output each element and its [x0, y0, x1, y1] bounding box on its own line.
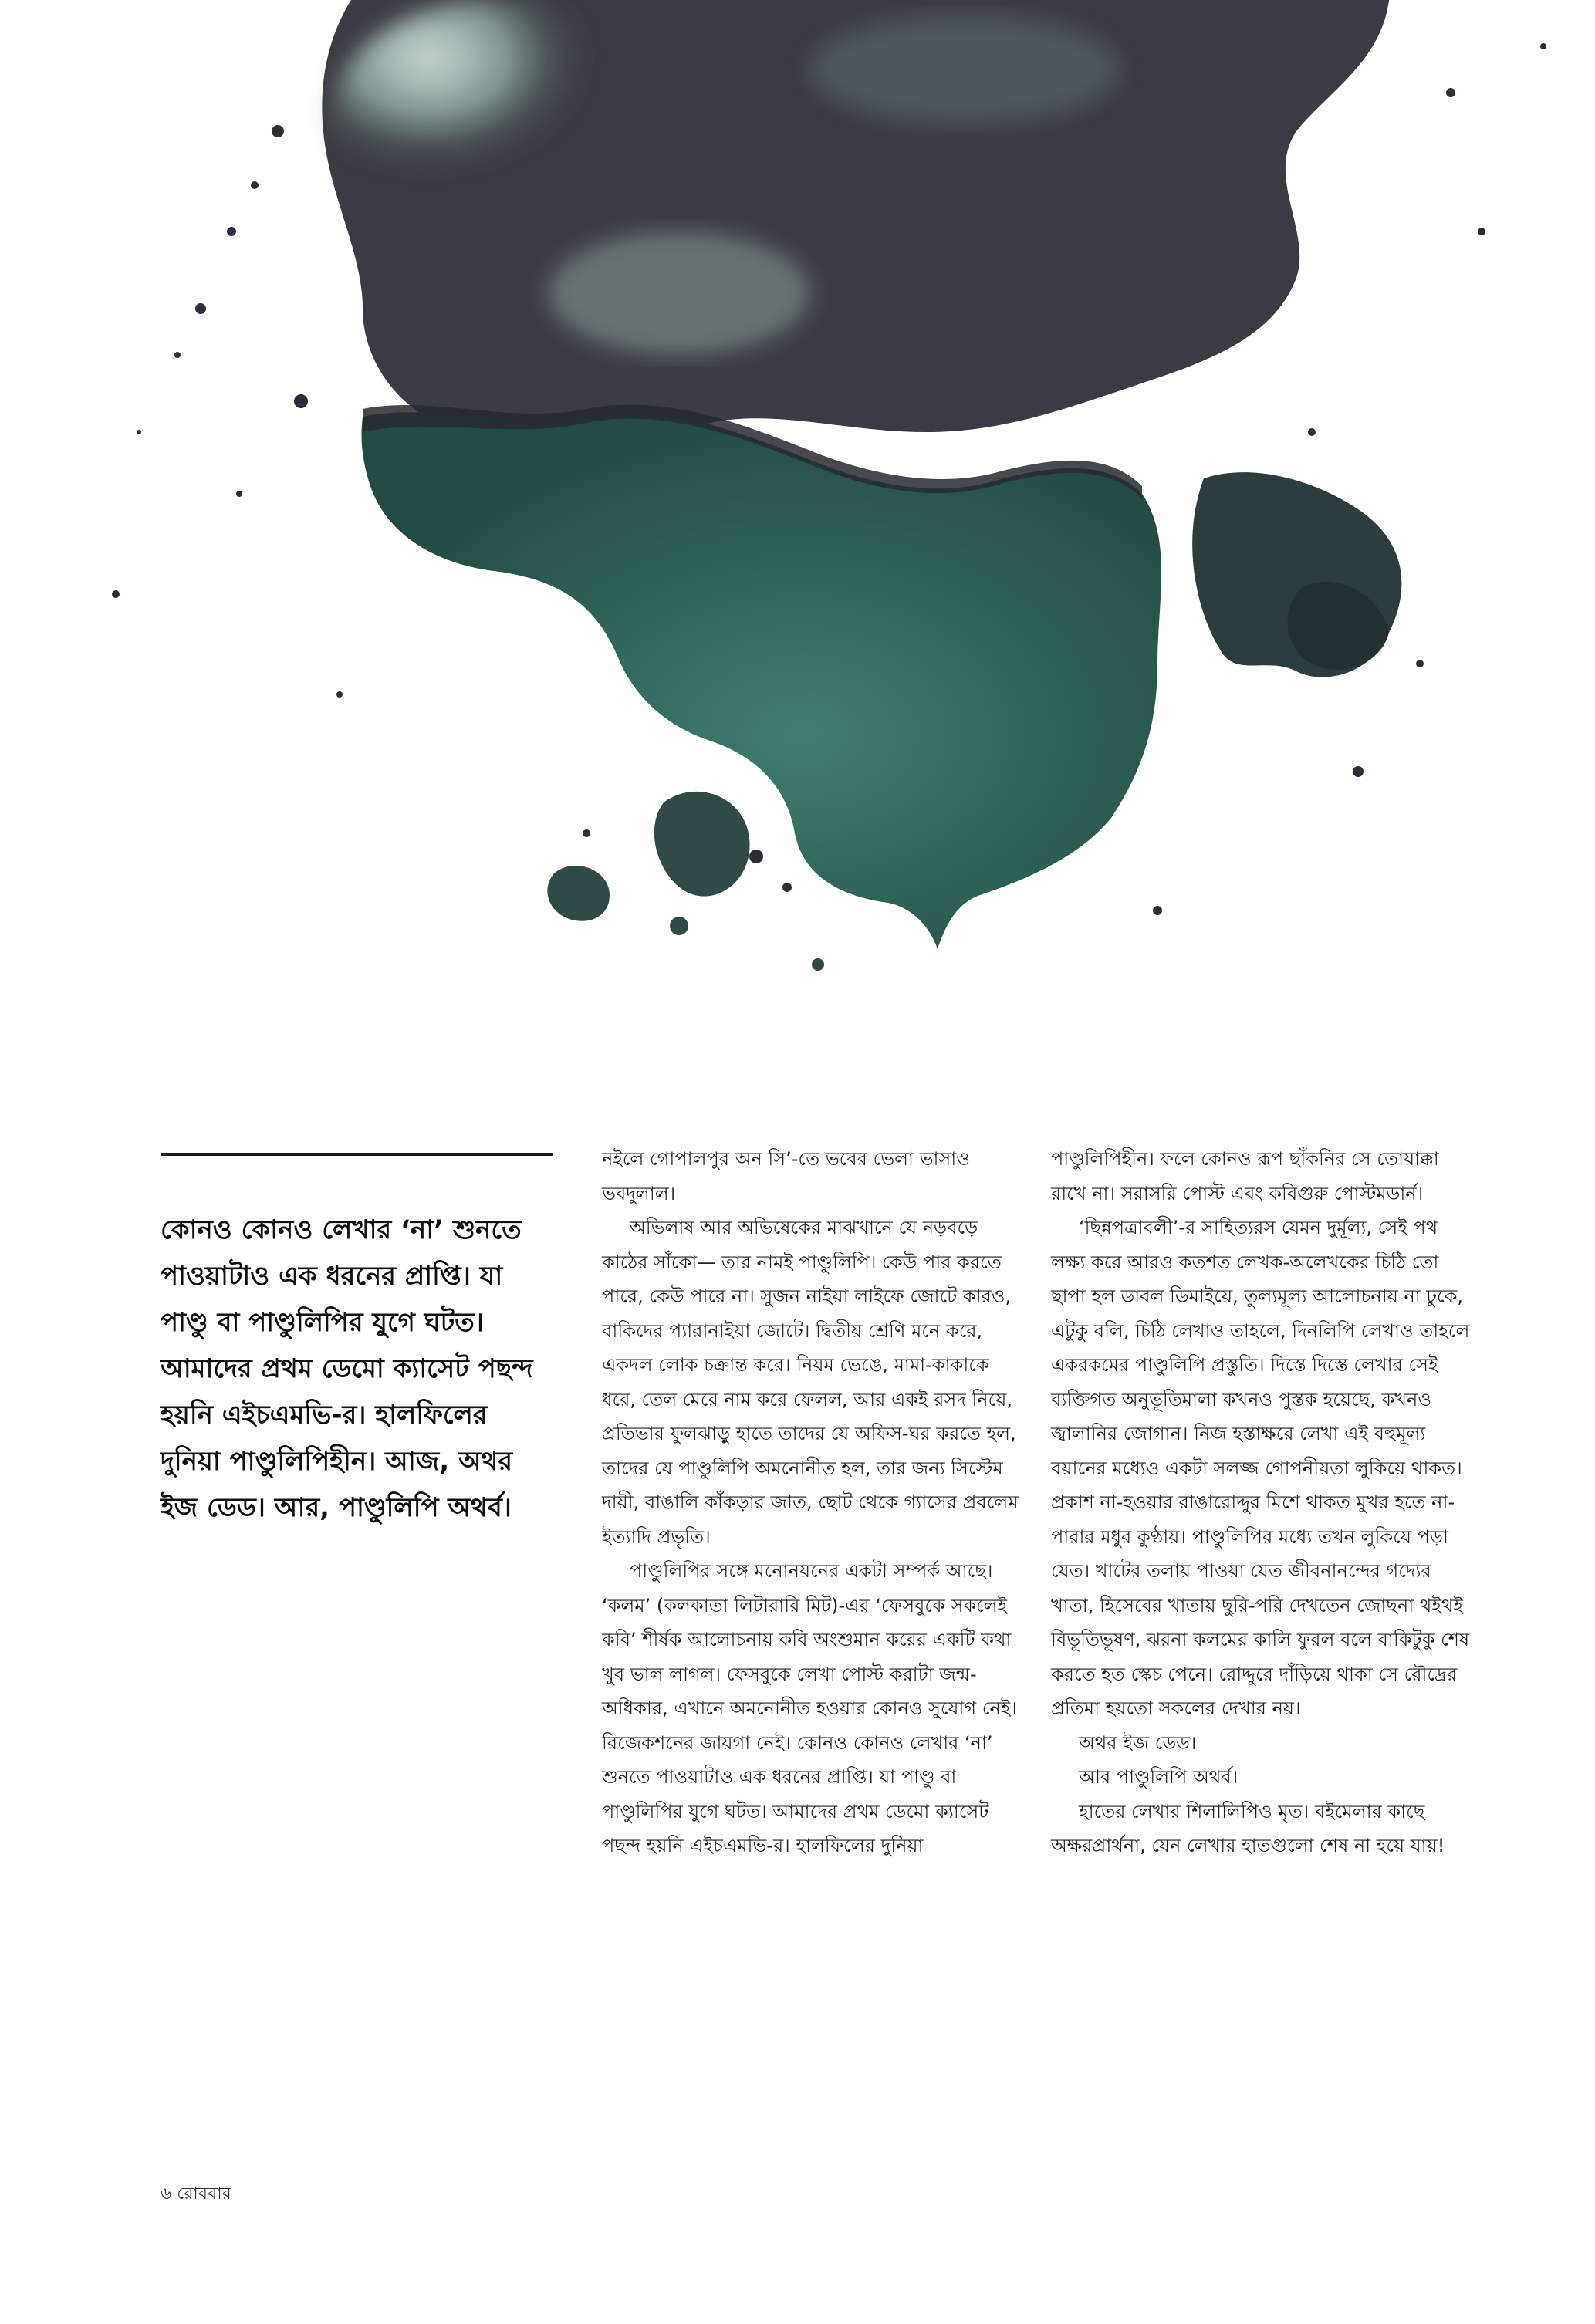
pull-quote-rule — [161, 1153, 553, 1156]
paragraph: পাণ্ডুলিপির সঙ্গে মনোনয়নের একটা সম্পর্ক আছে। ‘কলম’ (কলকাতা লিটারারি মিট)-এর ‘ফেসবুকে সকলেই কবি’ শীর্ষক আলোচনায় কবি অংশুমান করের একটি কথা খুব ভাল লাগল। ফেসবুকে লেখা পোস্ট করাটা জন্ম-অধিকার, এখানে অমনোনীত হওয়ার কোনও সুযোগ নেই। রিজেকশনের জায়গা নেই। কোনও কোনও লেখার ‘না’ শুনতে পাওয়াটাও এক ধরনের প্রাপ্তি। যা পাণ্ডু বা পাণ্ডুলিপির যুগে ঘটত। আমাদের প্রথম ডেমো ক্যাসেট পছন্দ হয়নি এইচএমভি-র। হালফিলের দুনিয়া — [602, 1560, 1017, 1856]
paragraph: নইলে গোপালপুর অন সি’-তে ভবের ভেলা ভাসাও ভবদুলাল। — [602, 1148, 970, 1204]
paragraph: হাতের লেখার শিলালিপিও মৃত। বইমেলার কাছে অক্ষরপ্রার্থনা, যেন লেখার হাতগুলো শেষ না হয়ে যায়! — [1051, 1800, 1445, 1856]
pull-quote-block — [161, 1153, 553, 1531]
pull-quote: কোনও কোনও লেখার ‘না’ শুনতে পাওয়াটাও এক ধরনের প্রাপ্তি। যা পাণ্ডু বা পাণ্ডুলিপির যুগে ঘটত। আমাদের প্রথম ডেমো ক্যাসেট পছন্দ হয়নি এইচএমভি-র। হালফিলের দুনিয়া পাণ্ডুলিপিহীন। আজ, অথর ইজ ডেড। আর, পাণ্ডুলিপি অথর্ব। — [161, 1214, 533, 1523]
ink-wash-teal — [361, 412, 1161, 949]
paragraph: ‘ছিন্নপত্রাবলী’-র সাহিত্যরস যেমন দুর্মূল্য, সেই পথ লক্ষ্য করে আরও কতশত লেখক-অলেখকের চিঠি তো ছাপা হল ডাবল ডিমাইয়ে, তুল্যমূল্য আলোচনায় না ঢুকে, এটুকু বলি, চিঠি লেখাও তাহলে, দিনলিপি লেখাও তাহলে একরকমের পাণ্ডুলিপি প্রস্তুতি। দিস্তে দিস্তে লেখার সেই ব্যক্তিগত অনুভূতিমালা কখনও পুস্তক হয়েছে, কখনও জ্বালানির জোগান। নিজ হস্তাক্ষরে লেখা এই বহুমূল্য বয়ানের মধ্যেও একটা সলজ্জ গোপনীয়তা লুকিয়ে থাকত। প্রকাশ না-হওয়ার রাঙারোদ্দুর মিশে থাকত মুখর হতে না-পারার মধুর কুণ্ঠায়। পাণ্ডুলিপির মধ্যে তখন লুকিয়ে পড়া যেত। খাটের তলায় পাওয়া যেত জীবনানন্দের গদ্যের খাতা, হিসেবের খাতায় ছুরি-পরি দেখতেন জোছনা থইথই বিভূতিভূষণ, ঝরনা কলমের কালি ফুরল বলে বাকিটুকু শেষ করতে হত স্কেচ পেনে। রোদ্দুরে দাঁড়িয়ে থাকা সে রৌদ্রের প্রতিমা হয়তো সকলের দেখার নয়। — [1051, 1217, 1470, 1719]
article-column-1 — [602, 1142, 1022, 1863]
ink-splash-illustration — [0, 0, 1595, 1034]
paragraph: অভিলাষ আর অভিষেকের মাঝখানে যে নড়বড়ে কাঠের সাঁকো— তার নামই পাণ্ডুলিপি। কেউ পার করতে পারে, কেউ পারে না। সুজন নাইয়া লাইফে জোটে কারও, বাকিদের প্যারানাইয়া জোটে। দ্বিতীয় শ্রেণি মনে করে, একদল লোক চক্রান্ত করে। নিয়ম ভেঙে, মামা-কাকাকে ধরে, তেল মেরে নাম করে ফেলল, আর একই রসদ নিয়ে, প্রতিভার ফুলঝাড়ু হাতে তাদের যে অফিস-ঘর করতে হল, তাদের যে পাণ্ডুলিপি অমনোনীত হল, তার জন্য সিস্টেম দায়ী, বাঙালি কাঁকড়ার জাত, ছোট থেকে গ্যাসের প্রবলেম ইত্যাদি প্রভৃতি। — [602, 1217, 1019, 1548]
paragraph: আর পাণ্ডুলিপি অথর্ব। — [1079, 1766, 1238, 1788]
paragraph: অথর ইজ ডেড। — [1079, 1731, 1197, 1754]
article-column-2 — [1051, 1142, 1472, 1863]
page-folio: ৬ রোববার — [161, 2184, 231, 2204]
paragraph: পাণ্ডুলিপিহীন। ফলে কোনও রূপ ছাঁকনির সে তোয়াক্কা রাখে না। সরাসরি পোস্ট এবং কবিগুরু পোস্টমডার্ন। — [1051, 1148, 1439, 1204]
